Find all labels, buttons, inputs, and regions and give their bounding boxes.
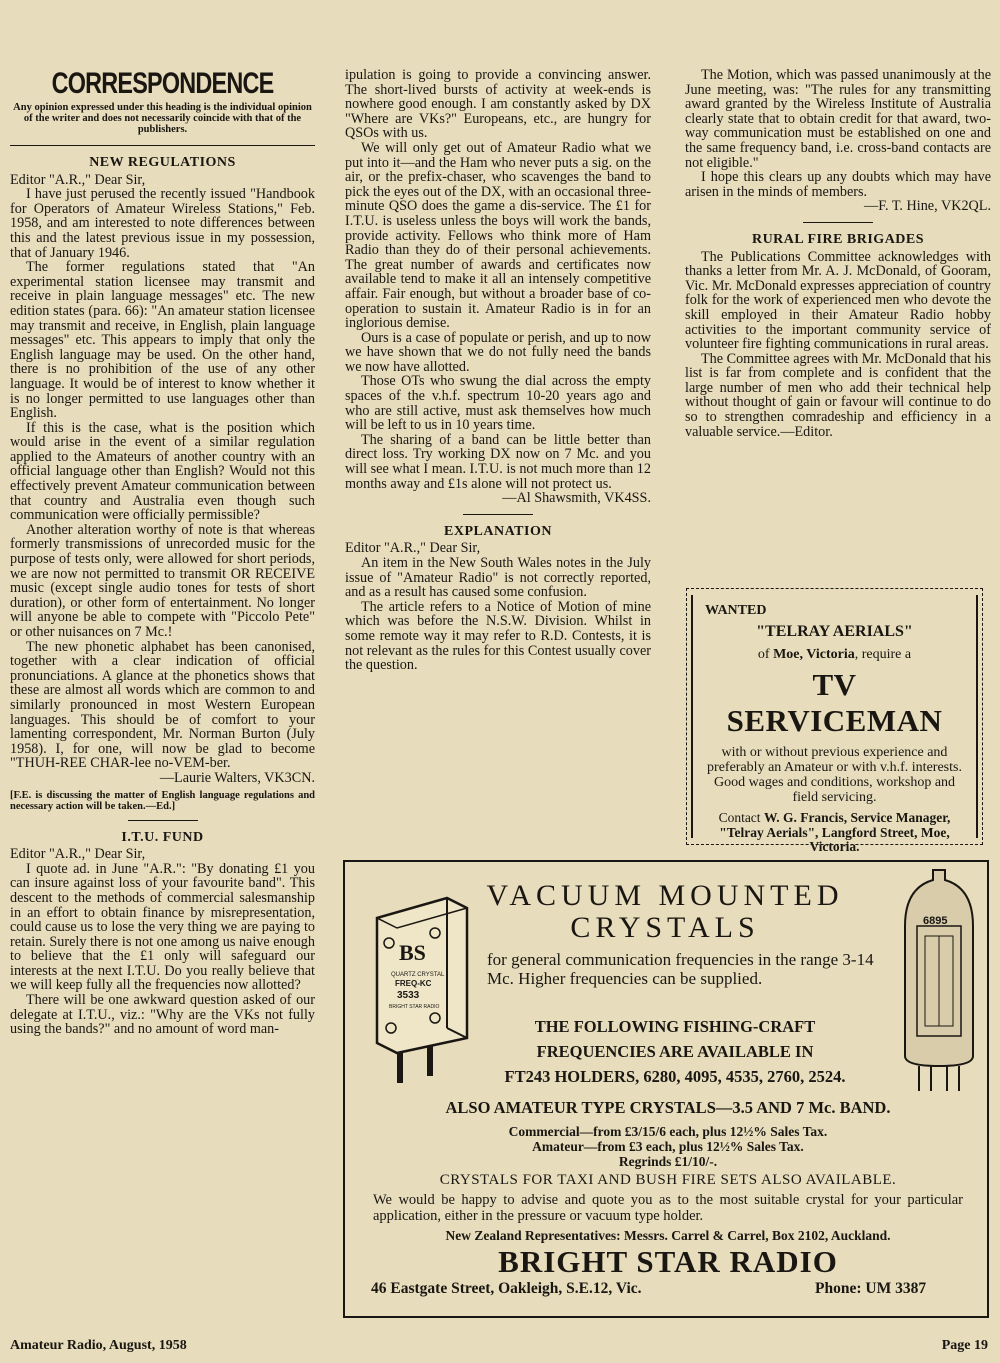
company-phone: Phone: UM 3387 xyxy=(815,1280,927,1297)
disclaimer: Any opinion expressed under this heading is the individual opinion of the writer and does not necessarily coincide with that of the publishers. xyxy=(13,102,312,135)
company-name: "TELRAY AERIALS" xyxy=(756,623,913,640)
amateur-crystals: ALSO AMATEUR TYPE CRYSTALS—3.5 AND 7 Mc. BAND. xyxy=(445,1098,891,1117)
paragraph: I hope this clears up any doubts which may have arisen in the minds of members. xyxy=(685,169,991,200)
page-title: CORRESPONDENCE xyxy=(51,67,274,100)
paragraph: The Motion, which was passed unanimously at the June meeting, was: "The rules for any transmitting award granted by the Wireless Institute of Australia clearly state that to obtain credit for that award, two-way communication must be established on one and the same frequency band, i.e. cross-band contacts are not eligible." xyxy=(685,67,991,171)
wanted-label: WANTED xyxy=(705,603,767,618)
footer-publication: Amateur Radio, August, 1958 xyxy=(10,1338,187,1353)
crystal-logo: BS xyxy=(399,940,426,965)
divider xyxy=(463,514,533,515)
crystal-label: FREQ-KC xyxy=(395,979,432,988)
paragraph: There will be one awkward question asked of our delegate at I.T.U., viz.: "Why are the VKs not fully using the bands?" and no amount of word man- xyxy=(10,992,315,1038)
paragraph: The Committee agrees with Mr. McDonald that his list is far from complete and is confident that the large number of men who add their technical help without thought of gain or favour will continue to do so to strengthen comradeship and efficiency in a valuable service.—Editor. xyxy=(685,350,991,440)
paragraph: The former regulations stated that "An experimental station licensee may transmit and receive in plain language messages" etc. The new edition states (para. 66): "An amateur station licensee may transmit and receive, in English, plain language messages" etc. This appears to imply that only the English language may be used. On the other hand, there is no prohibition of the use of any other language. It would be of interest to know whether it is no longer permitted to use languages other than English. xyxy=(10,259,315,422)
paragraph: We will only get out of Amateur Radio what we put into it—and the Ham who never puts a sig. on the air, or the prefix-chaser, who scavenges the band to pick the eyes out of the DX, with an occasional three-minute QSO does the game a dis-service. The £1 for I.T.U. is useless unless the boys will work the bands, provide activity. Fellows who think more of Ham Radio than they do of their personal achievements. The great number of awards and certificates now available tend to make it all an intensely competitive affair. Fair enough, but without a broader base of co-operation to sustain it. Amateur Radio is in for an inglorious demise. xyxy=(345,139,651,332)
wanted-ad xyxy=(686,588,983,854)
crystal-label: 3533 xyxy=(397,990,420,1001)
paragraph: Another alteration worthy of note is that whereas formerly transmissions of unrecorded music for the purpose of tests only, were allowed for short periods, we are now not permitted to transmit OR RECEIVE music (except single audio tones for tests of short duration), or other form of entertainment. No longer will anyone be able to compete with "Piccolo Pete" or other nuisances on 7 Mc.! xyxy=(10,521,315,640)
heading-new-regulations: NEW REGULATIONS xyxy=(89,155,236,170)
paragraph: Those OTs who swung the dial across the empty spaces of the v.h.f. spectrum 10-20 years ago and who are still active, must ask themselves how much will be left to us in 10 years time. xyxy=(345,373,651,434)
paragraph: The Publications Committee acknowledges with thanks a letter from Mr. A. J. McDonald, of Gooram, Vic. Mr. McDonald expresses appreciation of country folk for the work of experienced men who devote the skill employed in their Amateur Radio hobby activities to the important community service of volunteer fire fighting communications in rural areas. xyxy=(685,248,991,353)
position-details: with or without previous experience and preferably an Amateur or with v.h.f. interests. Good wages and conditions, workshop and field servicing. xyxy=(707,745,962,805)
taxi-crystals: CRYSTALS FOR TAXI AND BUSH FIRE SETS ALSO AVAILABLE. xyxy=(439,1172,897,1188)
column-3 xyxy=(685,68,991,439)
paragraph: Ours is a case of populate or perish, and up to now we have shown that we do not fully need the bands we now have allotted. xyxy=(345,329,651,375)
paragraph: I quote ad. in June "A.R.": "By donating £1 you can insure against loss of your favourite band". This descent to the methods of commercial salesmanship in an effort to obtain finance by misrepresentation, could cause us to lose the very thing we are paying to retain. Surely there is not one among us naive enough to believe that the £1 only will safeguard our interests at the next I.T.U. Do you really believe that we will keep fully all the frequencies now allotted? xyxy=(10,860,315,994)
crystal-icon xyxy=(367,888,477,1088)
advise-text: We would be happy to advise and quote you as to the most suitable crystal for your particular application, either in the pressure or vacuum type holder. xyxy=(373,1192,963,1224)
divider xyxy=(803,222,873,223)
ad-intro: for general communication frequencies in the range 3-14 Mc. Higher frequencies can be supplied. xyxy=(487,950,874,988)
contact-line: Contact W. G. Francis, Service Manager, "Telray Aerials", Langford Street, Moe, Victoria. xyxy=(718,810,951,854)
company-address: 46 Eastgate Street, Oakleigh, S.E.12, Vic. xyxy=(371,1280,642,1297)
paragraph: If this is the case, what is the position which would arise in the event of a similar regulation applied to the Amateurs of another country with an official language other than English? Would not this effectively prevent Amateur communication between that country and Australia even though such communication were officially permissible? xyxy=(10,419,315,524)
divider xyxy=(10,145,315,146)
paragraph: The new phonetic alphabet has been canonised, together with a clear indication of official pronunciations. A glance at the phonetics shows that these are almost all words which are common to and similarly pronounced in most Western European languages. This should be of comfort to your lamenting correspondent, Mr. Norman Burton (July 1958). I, for one, will now be glad to become "THUH-REE CHAR-lee no-VEM-ber. xyxy=(10,638,315,772)
nz-representatives: New Zealand Representatives: Messrs. Carrel & Carrel, Box 2102, Auckland. xyxy=(445,1228,891,1243)
position-title: TV SERVICEMAN xyxy=(726,667,943,738)
signature: —Al Shawsmith, VK4SS. xyxy=(502,490,651,507)
salutation: Editor "A.R.," Dear Sir, xyxy=(345,540,481,557)
signature: —Laurie Walters, VK3CN. xyxy=(159,769,315,786)
company-name: BRIGHT STAR RADIO xyxy=(498,1244,838,1279)
prices: Commercial—from £3/15/6 each, plus 12½% Sales Tax. Amateur—from £3 each, plus 12½% Sales Tax. Regrinds £1/10/-. xyxy=(508,1124,828,1169)
heading-explanation: EXPLANATION xyxy=(444,523,552,539)
paragraph: ipulation is going to provide a convincing answer. The short-lived bursts of activity at week-ends is nowhere good enough. I am constantly asked by DX "Where are VKs?" Europeans, etc., are hungry for QSOs with us. xyxy=(345,67,651,142)
paragraph: The sharing of a band can be little better than direct loss. Try working DX now on 7 Mc. and you will see what I mean. I.T.U. is not much more than 12 months away and £1s alone will not protect us. xyxy=(345,431,651,492)
paragraph: An item in the New South Wales notes in the July issue of "Amateur Radio" is not correctly reported, and as a result has caused some confusion. xyxy=(345,555,651,601)
signature: —F. T. Hine, VK2QL. xyxy=(864,198,991,215)
salutation: Editor "A.R.," Dear Sir, xyxy=(10,171,146,188)
column-2 xyxy=(345,68,651,673)
heading-rural-fire: RURAL FIRE BRIGADES xyxy=(751,231,925,247)
divider xyxy=(128,820,198,821)
column-1 xyxy=(10,68,315,1037)
tube-label: 6895 xyxy=(923,915,948,927)
ad-headline: VACUUM MOUNTED CRYSTALS xyxy=(486,879,844,944)
editor-note: [F.E. is discussing the matter of English language regulations and necessary action will be taken.—Ed.] xyxy=(10,789,315,812)
salutation: Editor "A.R.," Dear Sir, xyxy=(10,846,146,863)
paragraph: I have just perused the recently issued "Handbook for Operators of Amateur Wireless Stations," Feb. 1958, and am interested to note differences between this and the latest previous issue in my possession, that of January 1946. xyxy=(10,186,315,261)
crystal-label: BRIGHT STAR RADIO xyxy=(389,1004,440,1010)
crystal-ad xyxy=(343,860,989,1318)
footer-page-number: Page 19 xyxy=(941,1338,988,1353)
heading-itu-fund: I.T.U. FUND xyxy=(121,829,204,845)
crystal-label: QUARTZ CRYSTAL xyxy=(391,972,445,978)
vacuum-tube-icon xyxy=(893,866,985,1094)
paragraph: The article refers to a Notice of Motion of mine which was before the N.S.W. Division. Whilst in some remote way it may refer to R.D. Contests, it is not relevant as the rules for this Contest usually cover the question. xyxy=(345,598,651,674)
fishing-frequencies: THE FOLLOWING FISHING-CRAFT FREQUENCIES ARE AVAILABLE IN FT243 HOLDERS, 6280, 4095, 4535, 2760, 2524. xyxy=(504,1017,846,1086)
location-line: of Moe, Victoria, require a xyxy=(757,647,912,662)
